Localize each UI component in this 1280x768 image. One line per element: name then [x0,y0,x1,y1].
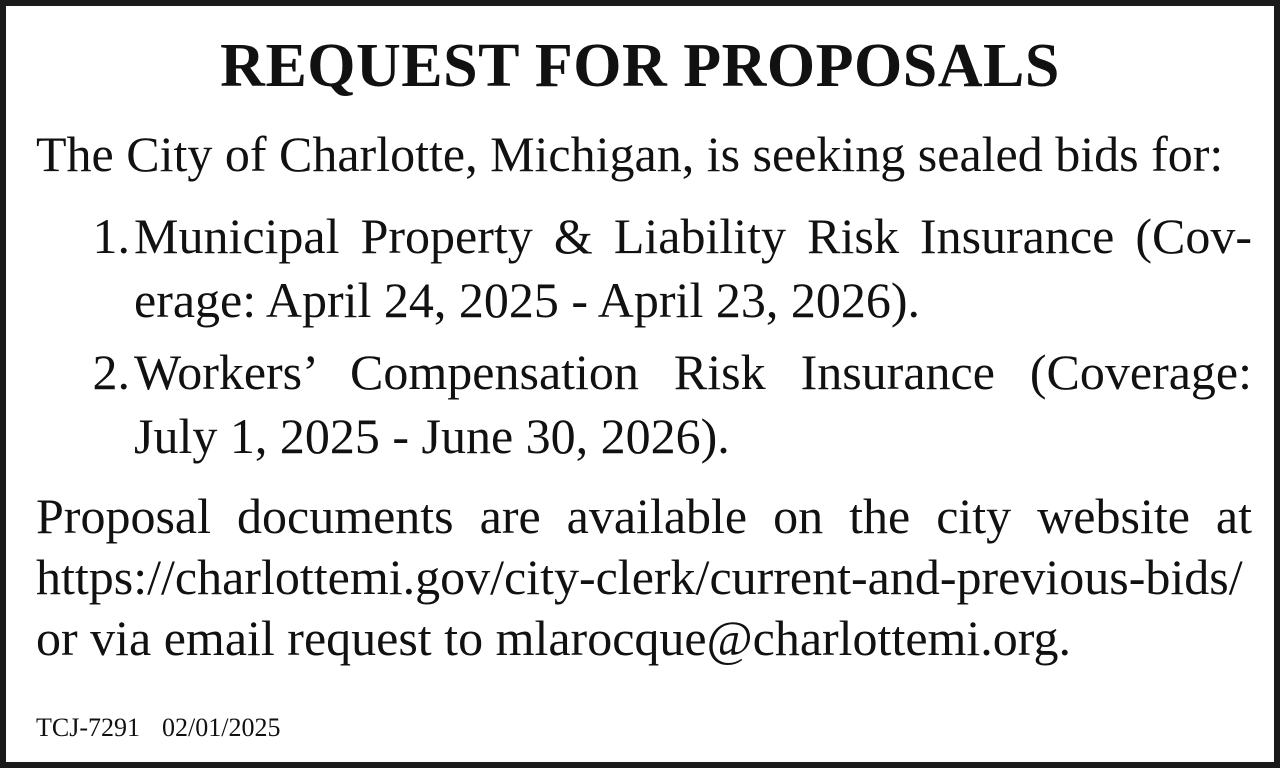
website-url: https://charlottemi.gov/city-clerk/current-and-previous-bids/ [36,549,1243,605]
email-request-line: or via email request to mlarocque@charlottemi.org. [36,610,1072,666]
list-item-workers-compensation [36,340,1252,468]
availability-paragraph [36,486,1252,669]
notice-title: REQUEST FOR PROPOSALS [220,32,1060,100]
list-item-line: erage: April 24, 2025 - April 23, 2026). [134,272,920,328]
notice-code: TCJ-7291 [36,713,140,742]
list-item-line: Workers’ Compensation Risk Insurance (Coverage: [134,344,1252,400]
list-item-number: 2. [92,344,130,400]
list-item-property-liability [36,204,1252,332]
availability-line: Proposal documents are available on the city website at [36,488,1252,544]
list-item-number: 1. [92,208,130,264]
notice-date: 02/01/2025 [162,713,281,742]
list-item-line: July 1, 2025 - June 30, 2026). [134,408,730,464]
notice-intro: The City of Charlotte, Michigan, is seeking sealed bids for: [36,126,1224,182]
list-item-text [134,204,1252,332]
list-item-line: Municipal Property & Liability Risk Insurance (Cov- [134,208,1252,264]
notice-footer [36,711,280,745]
list-item-text [134,340,1252,468]
